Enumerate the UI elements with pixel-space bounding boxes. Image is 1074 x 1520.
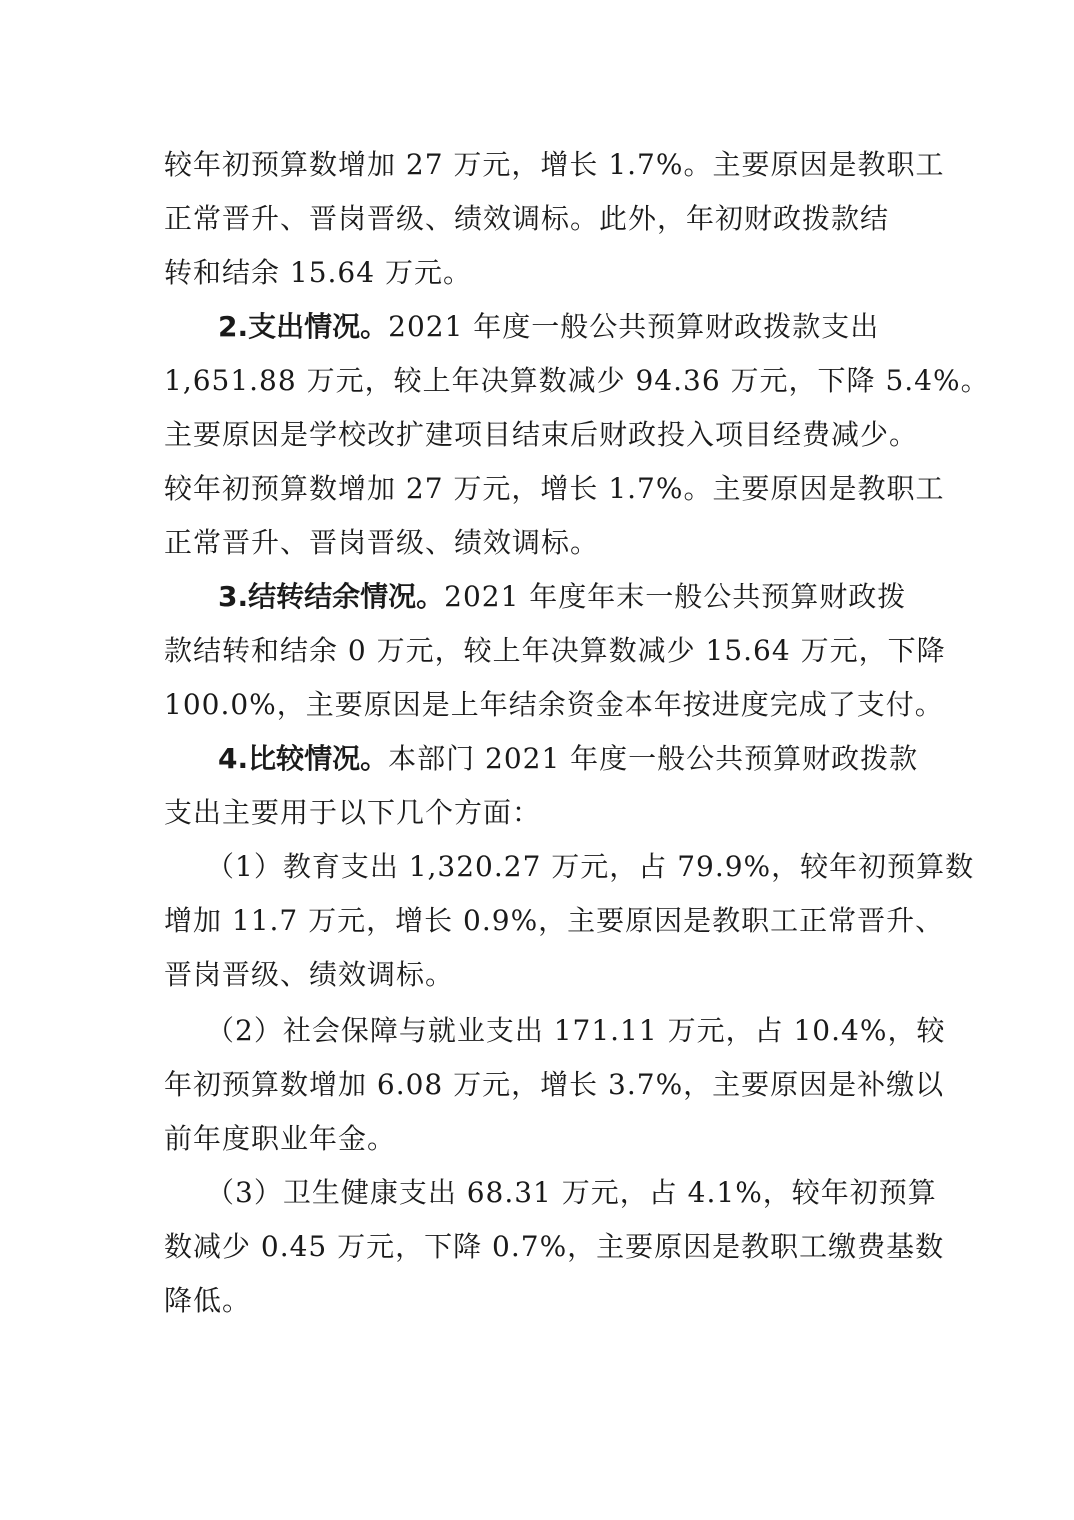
text-line: 较年初预算数增加 27 万元，增长 1.7%。主要原因是教职工: [164, 472, 945, 505]
text-line: 增加 11.7 万元，增长 0.9%，主要原因是教职工正常晋升、: [164, 904, 945, 937]
text-line: 本部门 2021 年度一般公共预算财政拨款: [388, 742, 919, 775]
section-heading: 4.比较情况。: [218, 742, 389, 775]
text-line: 降低。: [164, 1284, 252, 1317]
text-line: 正常晋升、晋岗晋级、绩效调标。: [164, 526, 600, 559]
list-item-1: （1）教育支出 1,320.27 万元，占 79.9%，较年初预算数: [206, 850, 975, 883]
text-line: 前年度职业年金。: [164, 1122, 397, 1155]
text-line: 晋岗晋级、绩效调标。: [164, 958, 455, 991]
section-4-paragraph-start: [218, 739, 918, 779]
text-line: 款结转和结余 0 万元，较上年决算数减少 15.64 万元，下降: [164, 634, 946, 667]
section-3-paragraph-start: [218, 577, 906, 617]
text-line: 2021 年度年末一般公共预算财政拨: [444, 580, 907, 613]
section-2-paragraph-start: [218, 307, 879, 347]
text-line: 较年初预算数增加 27 万元，增长 1.7%。主要原因是教职工: [164, 148, 945, 181]
list-item-2: （2）社会保障与就业支出 171.11 万元，占 10.4%，较: [206, 1014, 946, 1047]
text-line: 主要原因是学校改扩建项目结束后财政投入项目经费减少。: [164, 418, 919, 451]
section-heading: 3.结转结余情况。: [218, 580, 445, 613]
text-line: 支出主要用于以下几个方面：: [164, 796, 542, 829]
text-line: 100.0%，主要原因是上年结余资金本年按进度完成了支付。: [164, 688, 944, 721]
text-line: 正常晋升、晋岗晋级、绩效调标。此外，年初财政拨款结: [164, 202, 890, 235]
text-line: 年初预算数增加 6.08 万元，增长 3.7%，主要原因是补缴以: [164, 1068, 945, 1101]
section-heading: 2.支出情况。: [218, 310, 389, 343]
text-line: 2021 年度一般公共预算财政拨款支出: [388, 310, 880, 343]
list-item-3: （3）卫生健康支出 68.31 万元，占 4.1%，较年初预算: [206, 1176, 937, 1209]
text-line: 数减少 0.45 万元，下降 0.7%，主要原因是教职工缴费基数: [164, 1230, 945, 1263]
text-line: 转和结余 15.64 万元。: [164, 256, 472, 289]
text-line: 1,651.88 万元，较上年决算数减少 94.36 万元，下降 5.4%。: [164, 364, 990, 397]
